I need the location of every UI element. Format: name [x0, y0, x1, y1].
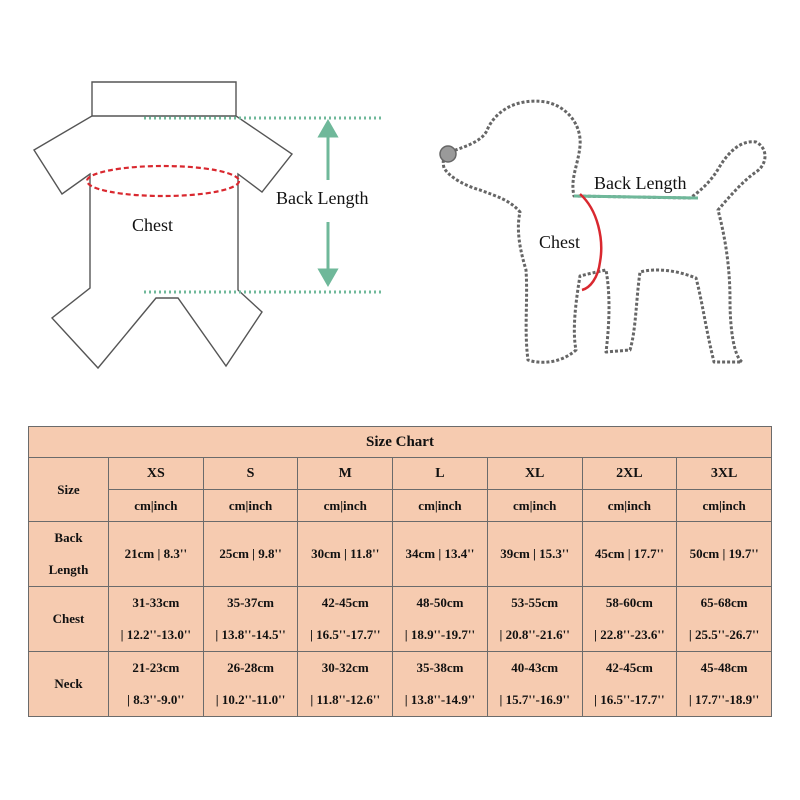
table-row — [29, 652, 772, 717]
measurement-cell — [393, 587, 488, 652]
right-chest-label: Chest — [539, 232, 581, 252]
unit-label: cm|inch — [298, 490, 393, 522]
measurement-value: 42-45cm — [321, 595, 369, 610]
measurement-value: | 10.2''-11.0'' — [215, 692, 286, 707]
left-chest-label: Chest — [132, 215, 174, 235]
measurement-value: 21cm | 8.3'' — [124, 546, 188, 561]
measurement-value: | 8.3''-9.0'' — [127, 692, 185, 707]
measurement-value: 53-55cm — [511, 595, 559, 610]
unit-label: cm|inch — [582, 490, 677, 522]
measurement-value: | 16.5''-17.7'' — [310, 627, 381, 642]
measurement-cell — [582, 587, 677, 652]
measurement-cell — [677, 587, 772, 652]
measurement-cell — [582, 652, 677, 717]
measurement-value: | 13.8''-14.5'' — [215, 627, 286, 642]
measurement-cell — [203, 522, 298, 587]
measurement-value: 25cm | 9.8'' — [219, 546, 282, 561]
measurement-cell — [203, 587, 298, 652]
size-col-header: S — [203, 458, 298, 490]
size-chart-table — [28, 426, 772, 717]
measurement-value: 48-50cm — [416, 595, 464, 610]
measurement-value: | 20.8''-21.6'' — [499, 627, 570, 642]
measurement-value: 21-23cm — [132, 660, 180, 675]
measurement-value: 42-45cm — [605, 660, 653, 675]
measurement-value: | 11.8''-12.6'' — [310, 692, 381, 707]
measurement-value: 35-37cm — [227, 595, 275, 610]
measurement-value: 30-32cm — [321, 660, 369, 675]
size-col-header: 2XL — [582, 458, 677, 490]
measurement-value: 45cm | 17.7'' — [594, 546, 664, 561]
measurement-cell — [677, 652, 772, 717]
measurement-value: 39cm | 15.3'' — [500, 546, 570, 561]
row-label — [29, 652, 109, 717]
unit-label: cm|inch — [393, 490, 488, 522]
measurement-cell — [109, 522, 204, 587]
unit-label: cm|inch — [677, 490, 772, 522]
dog-nose — [440, 146, 456, 162]
size-chart-title: Size Chart — [29, 427, 772, 458]
unit-label: cm|inch — [487, 490, 582, 522]
measurement-cell — [582, 522, 677, 587]
table-row — [29, 587, 772, 652]
measurement-value: | 25.5''-26.7'' — [688, 627, 760, 642]
size-header: Size — [29, 458, 109, 522]
measurement-value: 50cm | 19.7'' — [689, 546, 759, 561]
measurement-cell — [393, 652, 488, 717]
dog-outline — [443, 101, 765, 362]
measurement-cell — [393, 522, 488, 587]
row-label-line: Back — [54, 530, 83, 545]
measurement-cell — [298, 587, 393, 652]
measurement-value: 31-33cm — [132, 595, 180, 610]
measurement-value: 26-28cm — [227, 660, 275, 675]
measurement-cell — [298, 652, 393, 717]
size-col-header: L — [393, 458, 488, 490]
measurement-value: | 13.8''-14.9'' — [404, 692, 476, 707]
unit-label: cm|inch — [109, 490, 204, 522]
size-col-header: XS — [109, 458, 204, 490]
measurement-value: | 17.7''-18.9'' — [688, 692, 760, 707]
measurement-value: 40-43cm — [511, 660, 559, 675]
measurement-cell — [203, 652, 298, 717]
unit-label: cm|inch — [203, 490, 298, 522]
left-back-length-label: Back Length — [276, 188, 369, 208]
measurement-cell — [487, 652, 582, 717]
measurement-value: | 16.5''-17.7'' — [594, 692, 665, 707]
measurement-value: | 15.7''-16.9'' — [499, 692, 570, 707]
measurement-cell — [109, 587, 204, 652]
measurement-cell — [677, 522, 772, 587]
measurement-value: 34cm | 13.4'' — [405, 546, 475, 561]
measurement-value: 58-60cm — [605, 595, 653, 610]
measurement-cell — [109, 652, 204, 717]
table-row — [29, 522, 772, 587]
measurement-cell — [487, 587, 582, 652]
row-label-line: Neck — [54, 676, 83, 691]
right-back-length-label: Back Length — [594, 173, 687, 193]
size-col-header: XL — [487, 458, 582, 490]
measurement-value: 45-48cm — [700, 660, 748, 675]
row-label-line: Chest — [52, 611, 85, 626]
measurement-value: | 18.9''-19.7'' — [404, 627, 476, 642]
measurement-cell — [487, 522, 582, 587]
measurement-cell — [298, 522, 393, 587]
measurement-rows — [29, 522, 772, 717]
right-back-line — [574, 196, 698, 198]
measurement-value: 35-38cm — [416, 660, 464, 675]
size-col-header: M — [298, 458, 393, 490]
measurement-value: 65-68cm — [700, 595, 748, 610]
row-label — [29, 522, 109, 587]
measurement-value: 30cm | 11.8'' — [311, 546, 380, 561]
size-col-header: 3XL — [677, 458, 772, 490]
measurement-value: | 22.8''-23.6'' — [594, 627, 665, 642]
row-label-line: Length — [48, 562, 89, 577]
row-label — [29, 587, 109, 652]
measurement-value: | 12.2''-13.0'' — [120, 627, 192, 642]
